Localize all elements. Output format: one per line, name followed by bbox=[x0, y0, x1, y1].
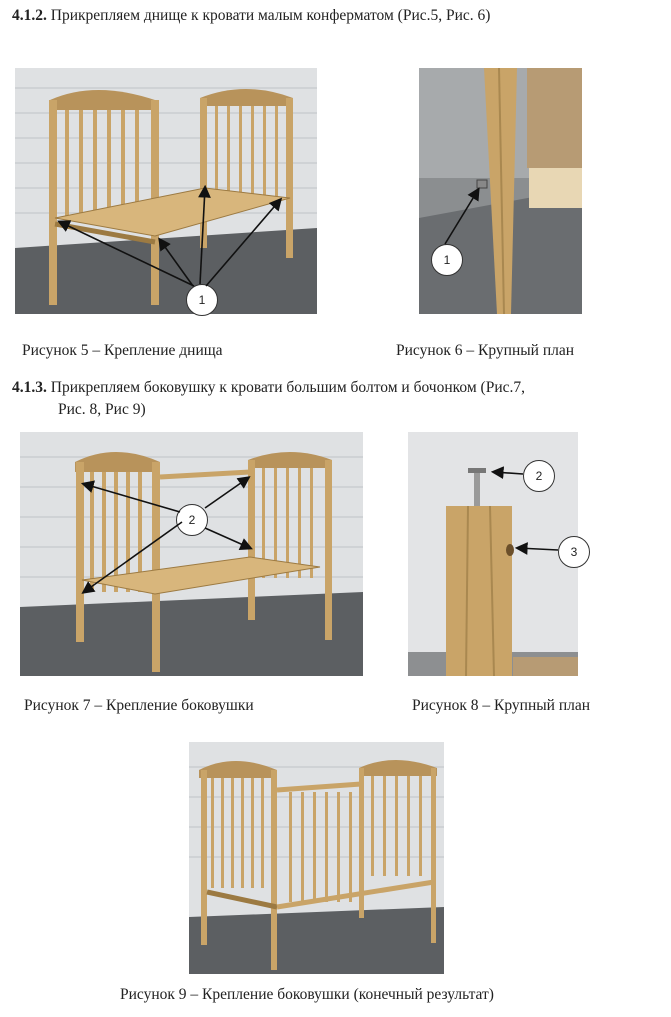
figure-9-photo bbox=[189, 742, 444, 974]
figure-6-caption: Рисунок 6 – Крупный план bbox=[396, 342, 575, 359]
section-text: Прикрепляем днище к кровати малым конферматом (Рис.5, Рис. 6) bbox=[46, 7, 491, 24]
figure-7-caption: Рисунок 7 – Крепление боковушки bbox=[24, 697, 254, 714]
section-4-1-2-heading bbox=[12, 6, 490, 26]
figure-7-photo bbox=[20, 432, 363, 676]
section-4-1-3-heading-line2: Рис. 8, Рис 9) bbox=[58, 401, 146, 418]
section-text: Прикрепляем боковушку к кровати большим болтом и бочонком (Рис.7, bbox=[46, 379, 525, 396]
assembled-crib-photo bbox=[189, 742, 444, 974]
section-4-1-3-heading bbox=[12, 378, 525, 398]
figure-9-caption: Рисунок 9 – Крепление боковушки (конечный результат) bbox=[120, 986, 494, 1003]
section-number: 4.1.2. bbox=[12, 7, 47, 24]
callout-1: 1 bbox=[186, 284, 218, 316]
callout-3: 3 bbox=[558, 536, 590, 568]
callout-1: 1 bbox=[431, 244, 463, 276]
section-number: 4.1.3. bbox=[12, 379, 47, 396]
figure-5-caption: Рисунок 5 – Крепление днища bbox=[22, 342, 223, 359]
figure-8-caption: Рисунок 8 – Крупный план bbox=[412, 697, 591, 714]
figure-6-photo bbox=[419, 68, 582, 314]
callout-2: 2 bbox=[523, 460, 555, 492]
crib-bottom-photo bbox=[15, 68, 317, 314]
figure-5-photo bbox=[15, 68, 317, 314]
callout-2: 2 bbox=[176, 504, 208, 536]
crib-side-photo bbox=[20, 432, 363, 676]
leg-closeup-photo bbox=[419, 68, 582, 314]
